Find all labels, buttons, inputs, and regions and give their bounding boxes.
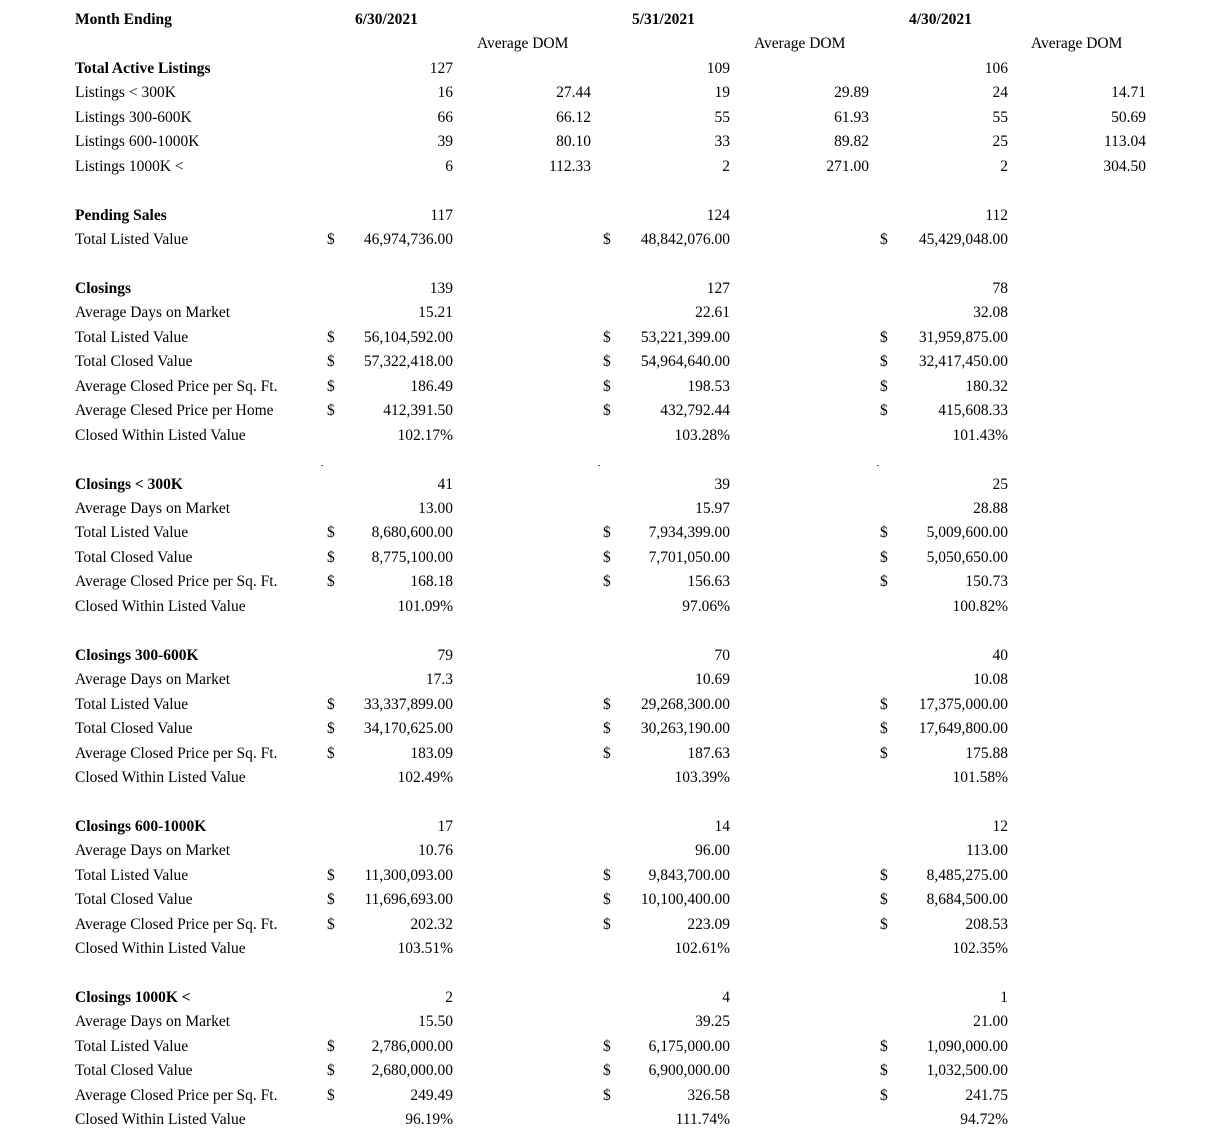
row-value: 9,843,700.00 (648, 866, 730, 884)
row-value: 8,684,500.00 (926, 891, 1008, 909)
section-total: 14 (714, 817, 730, 835)
row-value: 2,680,000.00 (371, 1062, 453, 1080)
section-title: Closings 600-1000K (75, 817, 207, 835)
row-label: Closed Within Listed Value (75, 940, 246, 958)
currency-symbol: $ (603, 891, 611, 909)
currency-symbol: $ (327, 866, 335, 884)
row-value: 28.88 (973, 500, 1008, 517)
section-total: 79 (437, 646, 453, 664)
row-value: 32.08 (973, 304, 1008, 322)
section-title: Closings (75, 279, 131, 297)
row-value: 150.73 (965, 573, 1008, 591)
row-label: Listings 300-600K (75, 108, 192, 126)
month-header: 5/31/2021 (632, 11, 695, 28)
currency-symbol: $ (327, 402, 335, 420)
row-value: 32,417,450.00 (918, 353, 1008, 371)
currency-symbol: $ (880, 915, 888, 933)
row-label: Total Listed Value (75, 1037, 189, 1055)
row-value: 113.00 (965, 842, 1008, 860)
row-label: Average Days on Market (75, 671, 231, 689)
row-value: 101.43% (952, 426, 1008, 444)
row-label: Total Closed Value (75, 1062, 193, 1080)
currency-symbol: $ (880, 548, 888, 566)
row-value: 10.76 (418, 842, 453, 860)
currency-symbol: $ (880, 720, 888, 738)
row-value: 168.18 (410, 573, 453, 591)
section-total: 109 (706, 59, 730, 77)
row-label: Average Closed Price per Sq. Ft. (75, 744, 278, 762)
row-value: 24 (992, 84, 1008, 102)
row-label: Average Days on Market (75, 304, 231, 322)
currency-symbol: $ (327, 548, 335, 566)
month-ending-label: Month Ending (75, 11, 172, 28)
currency-symbol: $ (880, 377, 888, 395)
row-value: 208.53 (965, 915, 1008, 933)
row-value: 96.00 (695, 842, 730, 860)
row-label: Listings < 300K (75, 84, 176, 102)
currency-symbol: $ (880, 328, 888, 346)
row-value: 1,032,500.00 (926, 1062, 1008, 1080)
currency-symbol: $ (603, 720, 611, 738)
row-value: 30,263,190.00 (640, 720, 730, 738)
currency-symbol: $ (603, 524, 611, 542)
currency-symbol: $ (327, 377, 335, 395)
average-dom-value: 66.12 (556, 108, 591, 126)
row-value: 101.58% (952, 768, 1008, 786)
row-value: 100.82% (952, 597, 1008, 615)
row-value: 56,104,592.00 (363, 328, 453, 346)
section-title: Closings 300-600K (75, 646, 199, 664)
row-value: 6,175,000.00 (648, 1037, 730, 1055)
row-value: 1,090,000.00 (926, 1037, 1008, 1055)
currency-symbol: $ (603, 695, 611, 713)
row-value: 6 (445, 157, 453, 175)
row-value: 5,050,650.00 (926, 548, 1008, 566)
average-dom-value: 89.82 (834, 133, 869, 151)
row-value: 111.74% (675, 1111, 730, 1129)
average-dom-value: 50.69 (1111, 108, 1146, 126)
section-total: 40 (992, 646, 1008, 664)
row-value: 183.09 (410, 744, 453, 762)
row-value: 55 (714, 108, 730, 126)
section-total: 12 (992, 817, 1008, 835)
row-label: Listings 600-1000K (75, 133, 200, 151)
row-value: 326.58 (687, 1086, 730, 1104)
row-label: Average Closed Price per Sq. Ft. (75, 573, 278, 591)
divider-mark (598, 465, 600, 466)
row-value: 55 (992, 108, 1008, 126)
section-total: 117 (430, 206, 453, 224)
row-value: 53,221,399.00 (640, 328, 730, 346)
row-label: Closed Within Listed Value (75, 768, 246, 786)
section-title: Total Active Listings (75, 59, 211, 77)
currency-symbol: $ (880, 353, 888, 371)
currency-symbol: $ (327, 1037, 335, 1055)
row-value: 412,391.50 (383, 402, 453, 420)
currency-symbol: $ (880, 866, 888, 884)
row-label: Total Listed Value (75, 231, 189, 249)
row-label: Average Clesed Price per Home (75, 402, 274, 420)
row-value: 8,485,275.00 (926, 866, 1008, 884)
currency-symbol: $ (327, 524, 335, 542)
currency-symbol: $ (603, 353, 611, 371)
row-value: 2 (722, 157, 730, 175)
currency-symbol: $ (603, 573, 611, 591)
row-value: 249.49 (410, 1086, 453, 1104)
row-label: Total Closed Value (75, 548, 193, 566)
currency-symbol: $ (880, 402, 888, 420)
month-header: 6/30/2021 (355, 11, 418, 28)
row-value: 45,429,048.00 (918, 231, 1008, 249)
currency-symbol: $ (327, 1086, 335, 1104)
section-title: Pending Sales (75, 206, 167, 224)
currency-symbol: $ (603, 1062, 611, 1080)
row-value: 39 (437, 133, 453, 151)
row-value: 7,701,050.00 (648, 548, 730, 566)
section-title: Closings 1000K < (75, 989, 191, 1006)
section-total: 4 (722, 989, 730, 1006)
row-value: 102.17% (397, 426, 453, 444)
currency-symbol: $ (603, 1086, 611, 1104)
currency-symbol: $ (603, 231, 611, 249)
section-total: 127 (429, 59, 453, 77)
row-value: 11,300,093.00 (364, 866, 453, 884)
average-dom-value: 29.89 (834, 84, 869, 102)
row-value: 48,842,076.00 (640, 231, 730, 249)
section-total: 139 (429, 279, 453, 297)
currency-symbol: $ (327, 231, 335, 249)
row-value: 34,170,625.00 (363, 720, 453, 738)
section-total: 127 (706, 279, 730, 297)
row-value: 2,786,000.00 (371, 1037, 453, 1055)
row-value: 97.06% (682, 597, 730, 615)
average-dom-header: Average DOM (477, 35, 569, 53)
currency-symbol: $ (603, 744, 611, 762)
row-value: 17,375,000.00 (918, 695, 1008, 713)
average-dom-value: 304.50 (1103, 157, 1146, 175)
section-total: 78 (992, 279, 1008, 297)
row-value: 57,322,418.00 (363, 353, 453, 371)
currency-symbol: $ (880, 891, 888, 909)
row-value: 16 (437, 84, 453, 102)
row-value: 2 (1000, 157, 1008, 175)
row-label: Total Closed Value (75, 891, 193, 909)
row-value: 19 (714, 84, 730, 102)
currency-symbol: $ (880, 573, 888, 591)
section-total: 70 (714, 646, 730, 664)
section-total: 17 (437, 817, 453, 835)
row-value: 8,680,600.00 (371, 524, 453, 542)
row-value: 21.00 (973, 1013, 1008, 1031)
average-dom-value: 80.10 (556, 133, 591, 151)
row-value: 223.09 (687, 915, 730, 933)
row-value: 46,974,736.00 (363, 231, 453, 249)
row-value: 102.61% (674, 940, 730, 958)
average-dom-value: 61.93 (834, 108, 869, 126)
row-value: 198.53 (687, 377, 730, 395)
row-value: 432,792.44 (660, 402, 730, 420)
divider-mark (877, 465, 879, 466)
row-label: Total Listed Value (75, 695, 189, 713)
row-label: Total Listed Value (75, 866, 189, 884)
average-dom-header: Average DOM (1031, 35, 1123, 53)
section-total: 41 (437, 475, 453, 493)
row-value: 156.63 (687, 573, 730, 591)
row-value: 17.3 (425, 671, 453, 689)
currency-symbol: $ (603, 548, 611, 566)
row-value: 17,649,800.00 (918, 720, 1008, 738)
section-total: 106 (984, 59, 1008, 77)
average-dom-value: 14.71 (1111, 84, 1146, 102)
row-value: 25 (992, 133, 1008, 151)
row-label: Total Closed Value (75, 353, 193, 371)
currency-symbol: $ (880, 1062, 888, 1080)
row-label: Total Listed Value (75, 524, 189, 542)
row-value: 102.49% (397, 768, 453, 786)
currency-symbol: $ (327, 1062, 335, 1080)
row-value: 96.19% (405, 1111, 453, 1129)
row-label: Listings 1000K < (75, 157, 184, 175)
row-label: Average Closed Price per Sq. Ft. (75, 377, 278, 395)
row-value: 15.21 (418, 304, 453, 322)
row-value: 10,100,400.00 (640, 891, 730, 909)
row-value: 415,608.33 (938, 402, 1008, 420)
currency-symbol: $ (327, 744, 335, 762)
row-label: Average Closed Price per Sq. Ft. (75, 1086, 278, 1104)
currency-symbol: $ (880, 695, 888, 713)
currency-symbol: $ (327, 695, 335, 713)
section-title: Closings < 300K (75, 475, 183, 493)
row-value: 15.50 (418, 1013, 453, 1031)
row-value: 94.72% (960, 1111, 1008, 1129)
row-label: Average Days on Market (75, 1013, 231, 1031)
divider-mark (321, 465, 323, 466)
currency-symbol: $ (327, 891, 335, 909)
average-dom-value: 271.00 (826, 157, 869, 175)
currency-symbol: $ (880, 744, 888, 762)
currency-symbol: $ (603, 1037, 611, 1055)
section-total: 39 (714, 475, 730, 493)
row-label: Closed Within Listed Value (75, 597, 246, 615)
row-value: 11,696,693.00 (364, 891, 453, 909)
average-dom-value: 113.04 (1103, 133, 1146, 151)
row-value: 103.39% (674, 768, 730, 786)
currency-symbol: $ (880, 524, 888, 542)
currency-symbol: $ (880, 1086, 888, 1104)
currency-symbol: $ (603, 915, 611, 933)
row-value: 186.49 (410, 377, 453, 395)
row-label: Total Listed Value (75, 328, 189, 346)
currency-symbol: $ (603, 866, 611, 884)
row-value: 10.69 (695, 671, 730, 689)
row-value: 5,009,600.00 (926, 524, 1008, 542)
row-label: Closed Within Listed Value (75, 426, 246, 444)
row-label: Average Days on Market (75, 500, 231, 517)
section-total: 1 (1000, 989, 1008, 1006)
average-dom-value: 27.44 (556, 84, 591, 102)
row-value: 202.32 (410, 915, 453, 933)
row-value: 15.97 (695, 500, 730, 517)
row-value: 29,268,300.00 (640, 695, 730, 713)
row-label: Average Closed Price per Sq. Ft. (75, 915, 278, 933)
section-total: 112 (985, 206, 1008, 224)
row-value: 7,934,399.00 (648, 524, 730, 542)
currency-symbol: $ (603, 402, 611, 420)
month-header: 4/30/2021 (909, 11, 972, 28)
row-value: 39.25 (695, 1013, 730, 1031)
row-value: 175.88 (965, 744, 1008, 762)
row-value: 241.75 (965, 1086, 1008, 1104)
row-value: 54,964,640.00 (640, 353, 730, 371)
average-dom-value: 112.33 (548, 157, 591, 175)
average-dom-header: Average DOM (754, 35, 846, 53)
row-value: 103.28% (674, 426, 730, 444)
row-value: 33,337,899.00 (363, 695, 453, 713)
currency-symbol: $ (327, 353, 335, 371)
row-value: 6,900,000.00 (648, 1062, 730, 1080)
currency-symbol: $ (327, 328, 335, 346)
row-value: 8,775,100.00 (371, 548, 453, 566)
row-value: 102.35% (952, 940, 1008, 958)
row-label: Average Days on Market (75, 842, 231, 860)
currency-symbol: $ (603, 377, 611, 395)
currency-symbol: $ (603, 328, 611, 346)
section-total: 2 (445, 989, 453, 1006)
row-value: 180.32 (965, 377, 1008, 395)
currency-symbol: $ (327, 573, 335, 591)
row-label: Total Closed Value (75, 720, 193, 738)
row-value: 22.61 (695, 304, 730, 322)
row-value: 187.63 (687, 744, 730, 762)
currency-symbol: $ (880, 1037, 888, 1055)
row-value: 66 (437, 108, 453, 126)
row-label: Closed Within Listed Value (75, 1111, 246, 1129)
section-total: 25 (992, 475, 1008, 493)
row-value: 103.51% (397, 940, 453, 958)
currency-symbol: $ (880, 231, 888, 249)
row-value: 10.08 (973, 671, 1008, 689)
row-value: 31,959,875.00 (918, 328, 1008, 346)
currency-symbol: $ (327, 915, 335, 933)
row-value: 33 (714, 133, 730, 151)
row-value: 101.09% (397, 597, 453, 615)
section-total: 124 (706, 206, 730, 224)
row-value: 13.00 (418, 500, 453, 517)
currency-symbol: $ (327, 720, 335, 738)
